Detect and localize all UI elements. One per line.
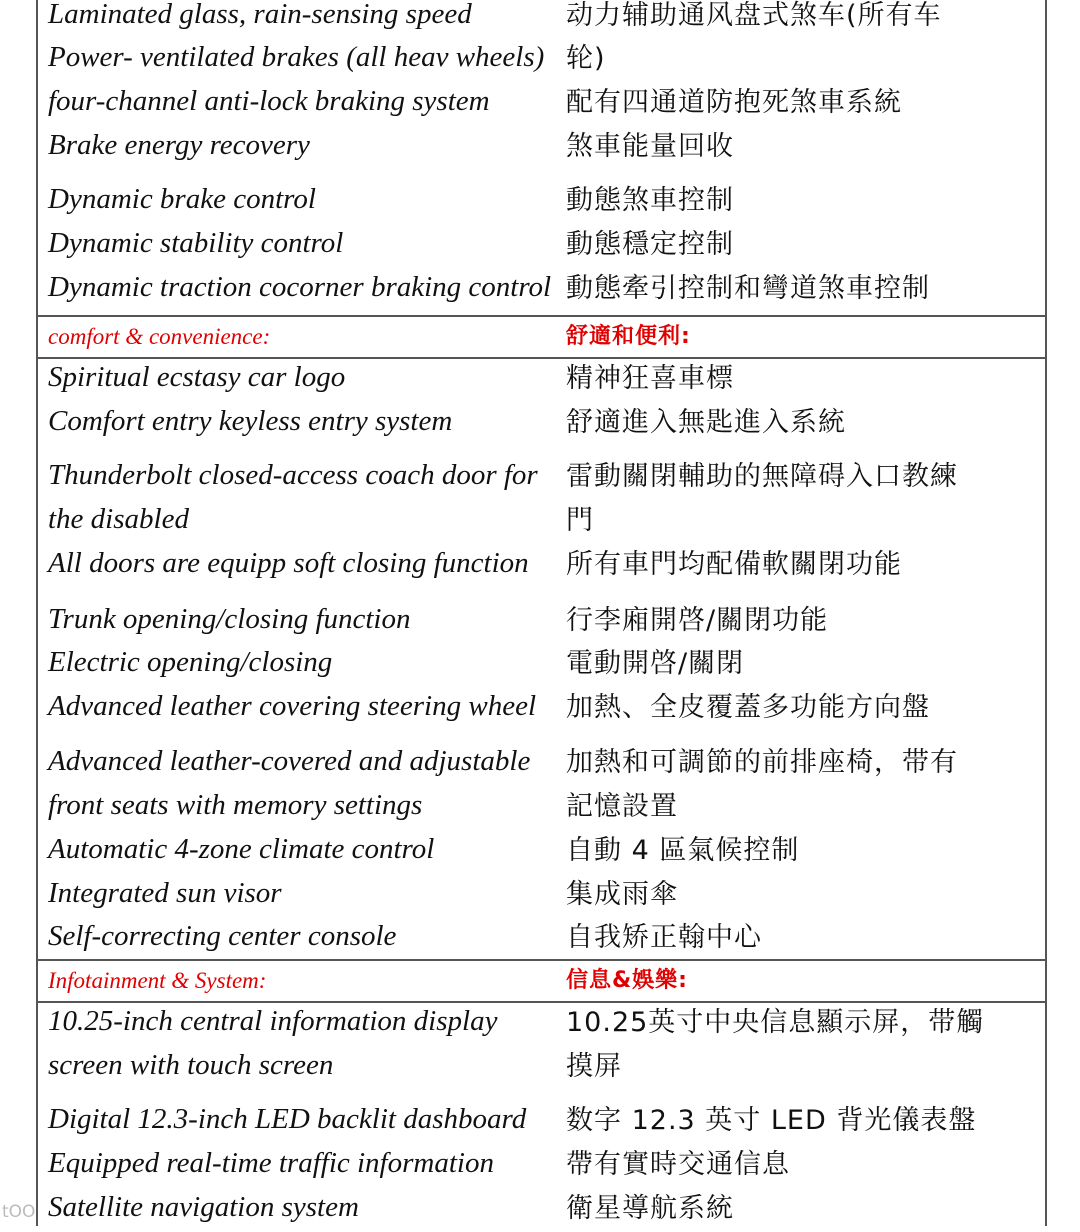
spec-zh: 10.25英寸中央信息顯示屏，带觸: [566, 1007, 985, 1038]
spec-en: screen with touch screen: [48, 1049, 334, 1081]
spec-table: [36, 0, 1047, 1226]
section-header-zh: 信息&娛樂:: [566, 968, 688, 993]
spec-zh: 衛星導航系統: [566, 1193, 734, 1224]
spec-en: Laminated glass, rain-sensing speed: [48, 0, 472, 30]
spec-zh: 配有四通道防抱死煞車系統: [566, 87, 902, 118]
spec-zh: 動態煞車控制: [566, 185, 734, 216]
spec-zh: 加熱、全皮覆蓋多功能方向盤: [566, 692, 930, 723]
spec-en: the disabled: [48, 503, 189, 535]
spec-zh: 动力辅助通风盘式煞车(所有车: [566, 0, 942, 31]
spec-zh: 舒適進入無匙進入系統: [566, 407, 846, 438]
spec-en: Electric opening/closing: [48, 646, 333, 678]
spec-en: Spiritual ecstasy car logo: [48, 361, 346, 393]
spec-zh: 自我矫正翰中心: [566, 922, 762, 953]
spec-en: All doors are equipp soft closing function: [48, 547, 529, 579]
spec-zh: 雷動關閉輔助的無障碍入口教練: [566, 461, 958, 492]
section-header-en: Infotainment & System:: [48, 968, 267, 993]
spec-en: Advanced leather covering steering wheel: [48, 690, 537, 722]
spec-en: Thunderbolt closed-access coach door for: [48, 459, 538, 491]
spec-en: Trunk opening/closing function: [48, 603, 411, 635]
spec-zh: 動態牽引控制和彎道煞車控制: [566, 273, 930, 304]
spec-en: Dynamic traction cocorner braking control: [48, 271, 552, 303]
spec-zh: 摸屏: [566, 1051, 622, 1082]
spec-en: Advanced leather-covered and adjustable: [48, 745, 531, 777]
spec-en: Brake energy recovery: [48, 129, 310, 161]
section-header-en: comfort & convenience:: [48, 324, 271, 349]
spec-zh: 動態穩定控制: [566, 229, 734, 260]
spec-en: Dynamic stability control: [48, 227, 344, 259]
spec-en: Equipped real-time traffic information: [48, 1147, 494, 1179]
spec-zh: 加熱和可調節的前排座椅，带有: [566, 747, 958, 778]
spec-zh: 所有車門均配備軟關閉功能: [566, 549, 902, 580]
section-header-infotainment: [38, 959, 1045, 1003]
spec-en: Satellite navigation system: [48, 1191, 359, 1223]
spec-en: 10.25-inch central information display: [48, 1005, 498, 1037]
spec-en: Digital 12.3-inch LED backlit dashboard: [48, 1103, 527, 1135]
spec-zh: 電動開啓/關閉: [566, 648, 745, 679]
spec-zh: 自動 4 區氣候控制: [566, 835, 800, 866]
section-header-comfort: [38, 315, 1045, 359]
spec-en: front seats with memory settings: [48, 789, 423, 821]
spec-zh: 集成雨傘: [566, 879, 678, 910]
spec-en: Integrated sun visor: [48, 877, 282, 909]
section-header-zh: 舒適和便利:: [566, 324, 691, 349]
spec-zh: 行李廂開啓/關閉功能: [566, 605, 829, 636]
spec-zh: 数字 12.3 英寸 LED 背光儀表盤: [566, 1105, 977, 1136]
spec-en: four-channel anti-lock braking system: [48, 85, 490, 117]
spec-zh: 門: [566, 505, 594, 536]
spec-en: Comfort entry keyless entry system: [48, 405, 453, 437]
watermark: tOO: [2, 1202, 36, 1222]
spec-en: Power- ventilated brakes (all heav wheels): [48, 41, 545, 73]
spec-en: Self-correcting center console: [48, 920, 397, 952]
spec-zh: 帶有實時交通信息: [566, 1149, 790, 1180]
spec-en: Dynamic brake control: [48, 183, 316, 215]
spec-en: Automatic 4-zone climate control: [48, 833, 435, 865]
spec-zh: 記憶設置: [566, 791, 678, 822]
spec-zh: 精神狂喜車標: [566, 363, 734, 394]
spec-zh: 煞車能量回收: [566, 131, 734, 162]
spec-zh: 轮): [566, 43, 606, 74]
